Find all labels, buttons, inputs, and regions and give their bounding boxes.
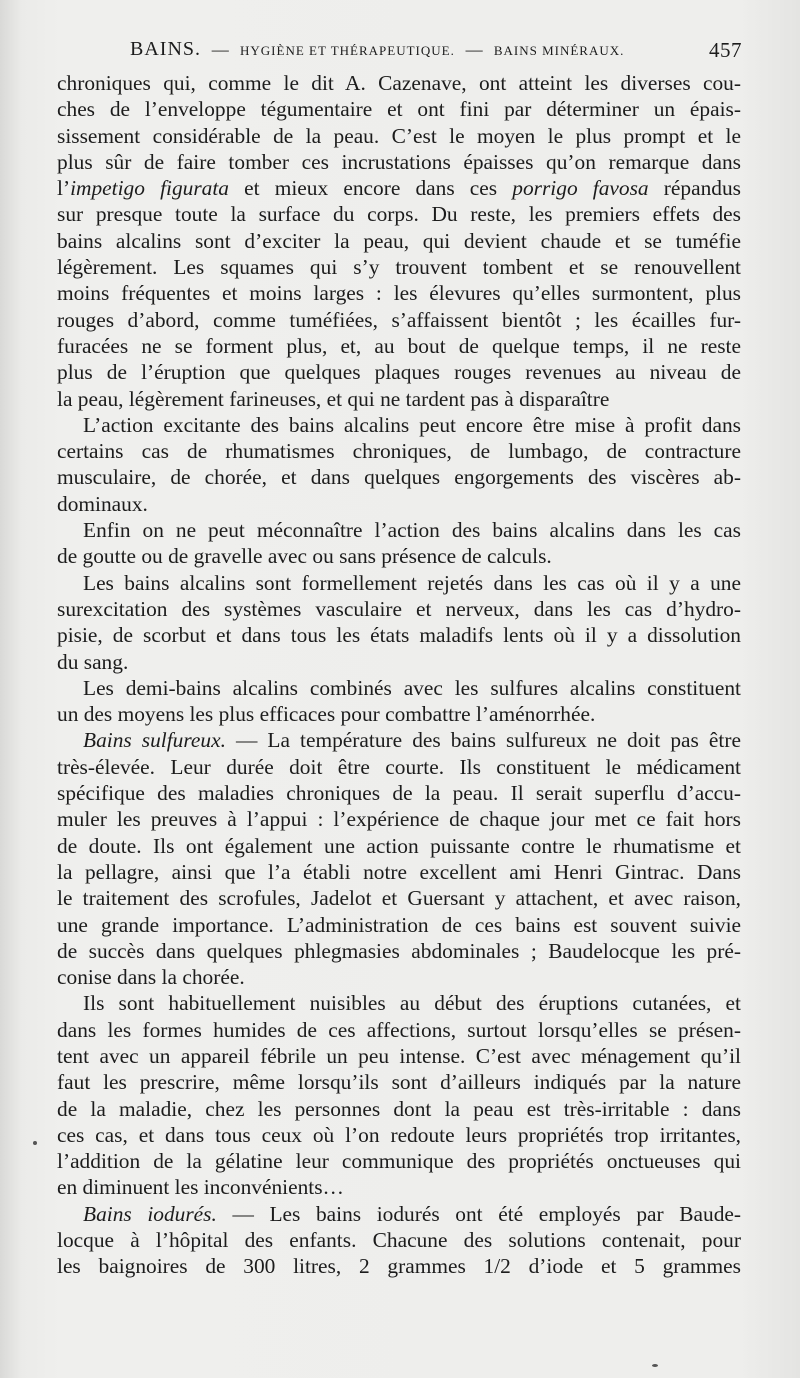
- text-line: l’addition de la gélatine leur communique des propriétés onctueuses qui: [57, 1149, 741, 1174]
- text-line: spécifique des maladies chroniques de la peau. Il serait superflu d’accu-: [57, 781, 741, 806]
- ink-speck: [652, 1364, 658, 1367]
- text-line: locque à l’hôpital des enfants. Chacune des solutions contenait, pour: [57, 1228, 741, 1253]
- text-line: Enfin on ne peut méconnaître l’action des bains alcalins dans les cas: [83, 518, 741, 543]
- text-line: du sang.: [57, 649, 129, 674]
- running-header: [130, 38, 742, 68]
- text-line: ches de l’enveloppe tégumentaire et ont fini par déterminer un épais-: [57, 97, 741, 122]
- header-dash: —: [465, 40, 484, 59]
- text-line: certains cas de rhumatismes chroniques, de lumbago, de contracture: [57, 439, 741, 464]
- text-line: faut les prescrire, même lorsqu’ils sont d’ailleurs indiqués par la nature: [57, 1070, 741, 1095]
- running-title: [130, 38, 624, 61]
- text-line: surexcitation des systèmes vasculaire et nerveux, dans les cas d’hydro-: [57, 596, 741, 621]
- text-line: dans les formes humides de ces affections, surtout lorsqu’elles se présen-: [57, 1017, 741, 1042]
- text-line: sur presque toute la surface du corps. Du reste, les premiers effets des: [57, 202, 741, 227]
- text-line: la pellagre, ainsi que l’a établi notre excellent ami Henri Gintrac. Dans: [57, 859, 741, 884]
- text-line: Bains sulfureux. — La température des bains sulfureux ne doit pas être: [83, 728, 741, 753]
- text-line: de doute. Ils ont également une action puissante contre le rhumatisme et: [57, 833, 741, 858]
- text-line: bains alcalins sont d’exciter la peau, qui devient chaude et se tuméfie: [57, 228, 741, 253]
- text-line: ces cas, et dans tous ceux où l’on redoute leurs propriétés trop irritantes,: [57, 1122, 741, 1147]
- body-text: [57, 70, 741, 1280]
- text-line: très-élevée. Leur durée doit être courte. Ils constituent le médicament: [57, 754, 741, 779]
- text-line: chroniques qui, comme le dit A. Cazenave, ont atteint les diverses cou-: [57, 71, 741, 95]
- text-line: musculaire, de chorée, et dans quelques engorgements des viscères ab-: [57, 465, 741, 490]
- text-line: rouges d’abord, comme tuméfiées, s’affaissent bientôt ; les écailles fur-: [57, 307, 741, 332]
- text-line: légèrement. Les squames qui s’y trouvent tombent et se renouvellent: [57, 255, 741, 280]
- text-line: pisie, de scorbut et dans tous les états maladifs lents où il y a dissolution: [57, 623, 741, 648]
- text-line: Ils sont habituellement nuisibles au début des éruptions cutanées, et: [83, 991, 741, 1016]
- running-title-main: BAINS.: [130, 38, 202, 60]
- text-line: moins fréquentes et moins larges : les élevures qu’elles surmontent, plus: [57, 281, 741, 306]
- header-dash: —: [211, 40, 230, 59]
- text-line: une grande importance. L’administration de ces bains est souvent suivie: [57, 912, 741, 937]
- text-line: conise dans la chorée.: [57, 965, 245, 990]
- text-line: muler les preuves à l’appui : l’expérience de chaque jour met ce fait hors: [57, 807, 741, 832]
- text-line: Les demi-bains alcalins combinés avec les sulfures alcalins constituent: [83, 675, 741, 700]
- text-line: de la maladie, chez les personnes dont la peau est très-irritable : dans: [57, 1096, 741, 1121]
- text-line: sissement considérable de la peau. C’est le moyen le plus prompt et le: [57, 123, 741, 148]
- header-subsection: BAINS MINÉRAUX.: [493, 43, 625, 58]
- header-section: HYGIÈNE ET THÉRAPEUTIQUE.: [240, 43, 455, 58]
- text-line: les baignoires de 300 litres, 2 grammes 1/2 d’iode et 5 grammes: [57, 1254, 741, 1279]
- text-line: plus de l’éruption que quelques plaques rouges revenues au niveau de: [57, 360, 741, 385]
- text-line: en diminuent les inconvénients…: [57, 1175, 344, 1200]
- page-number: 457: [709, 38, 742, 62]
- text-line: la peau, légèrement farineuses, et qui ne tardent pas à disparaître: [57, 386, 610, 411]
- ink-speck: [33, 1141, 37, 1145]
- text-line: furacées ne se forment plus, et, au bout de quelque temps, il ne reste: [57, 333, 741, 358]
- text-line: L’action excitante des bains alcalins peut encore être mise à profit dans: [83, 412, 741, 437]
- text-line: tent avec un appareil fébrile un peu intense. C’est avec ménagement qu’il: [57, 1043, 741, 1068]
- text-line: de goutte ou de gravelle avec ou sans présence de calculs.: [57, 544, 552, 569]
- text-line: plus sûr de faire tomber ces incrustations épaisses qu’on remarque dans: [57, 149, 741, 174]
- text-line: Les bains alcalins sont formellement rejetés dans les cas où il y a une: [83, 570, 741, 595]
- text-line: le traitement des scrofules, Jadelot et Guersant y attachent, et avec raison,: [57, 886, 741, 911]
- text-line: l’impetigo figurata et mieux encore dans ces porrigo favosa répandus: [57, 176, 741, 201]
- text-line: un des moyens les plus efficaces pour combattre l’aménorrhée.: [57, 702, 596, 727]
- text-line: de succès dans quelques phlegmasies abdominales ; Baudelocque les pré-: [57, 938, 741, 963]
- text-line: Bains iodurés. — Les bains iodurés ont été employés par Baude-: [83, 1201, 742, 1226]
- text-line: dominaux.: [57, 491, 148, 516]
